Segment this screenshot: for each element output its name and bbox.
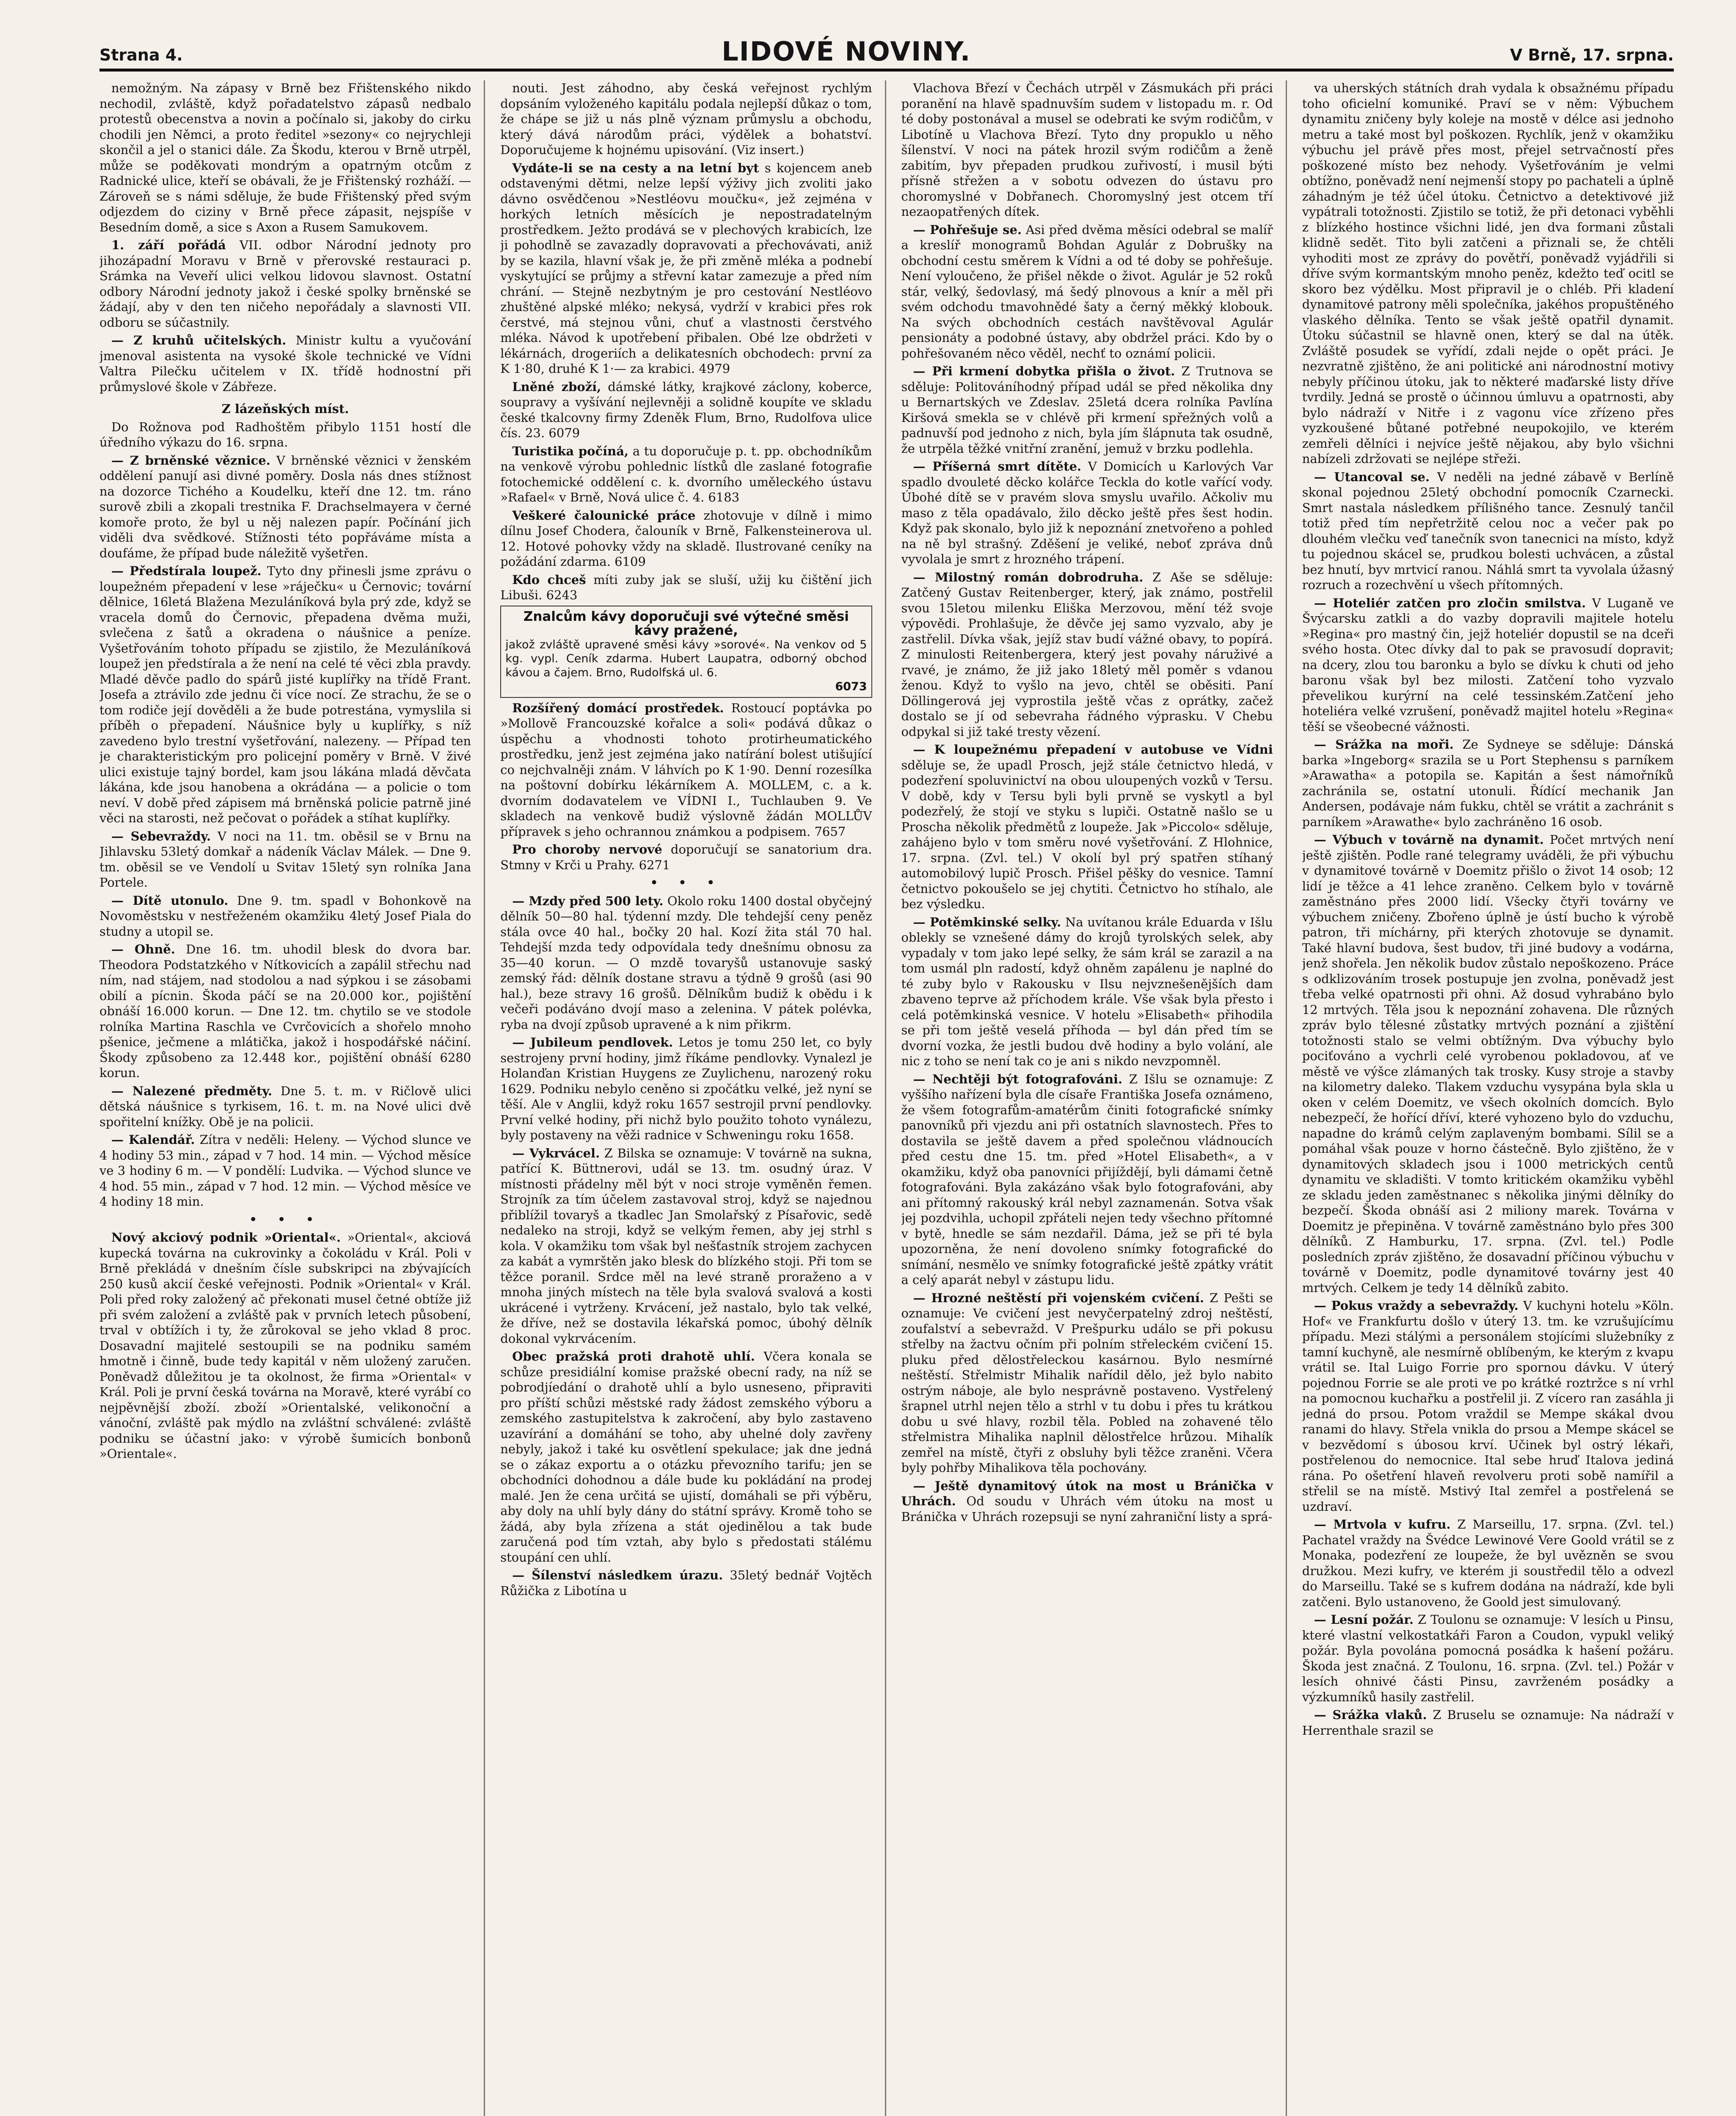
column-1	[99, 80, 485, 2116]
article-paragraph	[1302, 1517, 1674, 1609]
article-text: »Oriental«, akciová kupecká továrna na cukrovinky a čokoládu v Král. Poli v Brně překládá v dnešním čísle subskripci na zbývajících 250 kusů akcií české veřejnosti. Podnik »Oriental« v Král. Poli před roky založený ač překonati musel četné obtíže již při svém založení a zvláště pak v prvních letech působení, trval v obtížích i ty, že zůrokoval se jeho vklad 8 proc. Dosavadní majitelé sestoupili se na podniku samém hmotně i činně, bude tedy kapitál v něm uložený zaručen. Poněvadž důležitou je ta okolnost, že firma »Oriental« v Král. Poli je první česká továrna na Moravě, které vyrábí co nejpěvnější zboží. zboží »Orientalské, velikonoční a vánoční, zvláště pak mýdlo na zvláštní schválené: zvláště podniku se účastní jako: v výrobě šumicích bonbonů »Orientale«.	[99, 1230, 471, 1461]
article-text: Od soudu v Uhrách vém útoku na most u Bránička v Uhrách rozepsuji se nyní zahraniční listy a sprá-	[901, 1494, 1273, 1524]
columns-container	[99, 80, 1674, 2116]
article-paragraph	[99, 453, 471, 561]
article-paragraph	[901, 1290, 1273, 1476]
article-paragraph	[99, 237, 471, 330]
article-lead: — Předstírala loupež.	[111, 564, 262, 578]
article-paragraph	[99, 563, 471, 826]
article-lead: Pro choroby nervové	[512, 842, 662, 857]
article-text: VII. odbor Národní jednoty pro jihozápadní Moravu v Brně v přerovské restauraci p. Srámka na Veveří ulici velkou lidovou slavnost. Ostatní odbory Národní jednoty jakož i české spolky brněnské se žádají, aby v den ten ničeho nepořádaly a slavnosti VII. odboru se súčastnily.	[99, 238, 471, 330]
article-text: V kuchyni hotelu »Köln. Hof« ve Frankfurtu došlo v úterý 13. tm. ke vzrušujícímu případu. Mezi stálými a personálem stojícími služebníky z tamní kuchyně, ale nesmírně oblíbeným, ke kterým z kvapu vrátil se. Ital Luigo Forrie pro spornou dávku. V úterý pojednou Forrie se ale proti ve po krátké roztržce s ní vrhl na pomocnou kuchařku a postřelil ji. Z vícero ran zasáhla ji jedná do prsou. Potom vraždil se Mempe skákal dvou ranami do hlavy. Střela vnikla do prsou a Mempe skácel se v bezvědomí s úbosou krví. Učinek byl ostrý lékaři, postřelenou do nemocnice. Ital sebe hruď Italova jediná rána. Po ošetření hlaveň revolveru proti sobě namířil a střelil se na místě. Mstivý Ital zemřel a postřelená se uzdraví.	[1302, 1298, 1674, 1514]
page-number: Strana 4.	[99, 46, 183, 64]
article-lead: — Kalendář.	[111, 1132, 195, 1147]
article-text: Do Rožnova pod Radhoštěm přibylo 1151 hostí dle úředního výkazu do 16. srpna.	[99, 419, 471, 449]
article-paragraph	[500, 572, 872, 603]
article-text: Včera konala se schůze presidiální komise pražské obecní rady, na níž se pobrodjíedání o drahotě uhlí a bylo usneseno, připraviti pro příští schůzi městské rady žádost zemského výboru a zemského zastupitelstva k zakročení, aby bylo zastaveno uzavírání a domáhání se toho, aby uhelné doly zavřeny nebyly, jakož i také ku osvětlení spekulace; jak dne jedná se o zákaz exportu a o otázku převozního tarifu; jen se obchodníci dohodnou a dále bude ku pokládání na prodej malé. Jen že cena určitá se ujistí, domáhali se při výběru, aby doly na uhlí byly dány do státní správy. Kromě toho se žádá, aby byla zřízena a stát ojedinělou a tak bude zaručená pod tím vztah, aby bylo s předostati stálému stoupání cen uhlí.	[500, 1349, 872, 1565]
article-paragraph	[901, 742, 1273, 912]
article-text: V neděli na jedné zábavě v Berlíně skonal pojednou 25letý obchodní pomocník Czarnecki. Smrt nastala následkem přílišného tance. Zesnulý tančil totiž před tím nepřetržitě celou noc a večer pak po dlouhém vlečku veď tanečník svon tanecnici na místo, když tu pojednou skácel se, prudkou bolesti uchvácen, a zůstal bez hnutí, byv mrtvicí ranou. Náhlá smrt ta vyvolala úžasný rozruch a rozechvění u všech přítomných.	[1302, 469, 1674, 592]
article-lead: — Sebevraždy.	[111, 829, 211, 843]
article-lead: — Příšerná smrt dítěte.	[913, 459, 1082, 474]
article-paragraph	[1302, 1707, 1674, 1738]
article-text: Dne 9. tm. spadl v Bohonkově na Novoměstsku v nestřeženém okamžiku 4letý Josef Piala do studny a utopil se.	[99, 893, 471, 939]
article-lead: — Srážka na moři.	[1314, 737, 1454, 752]
article-text: Z Trutnova se sděluje: Politováníhodný případ udál se před několika dny u Bernartských ve Zdeslav. 25letá dcera rolníka Pavlína Kiršová smekla se v chlévě při krmení spřežných volů a padnuvší pod jednoho z nich, byla jím šlápnuta tak osudně, že utrpěla těžké vnitřní zranění, jemuž v brzku podlehla.	[901, 364, 1273, 456]
article-lead: — Nechtěji být fotografováni.	[913, 1072, 1123, 1086]
article-text: Tyto dny přinesli jsme zprávu o loupežném přepadení v lese »ráječku« u Černovic; tovární dělnice, 16letá Blažena Mezuláníková byla prý zde, když se vracela domů do Černovic, přepadena dvěma muži, svlečena z šatů a okradena o náušnice a peníze. Vyšetřováním tohoto případu se zjistilo, že Mezuláníková loupež jen předstírala a že není na celé té věci zbla pravdy. Mladé děvče padlo do spárů jisté kuplířky na třídě Frant. Josefa a ztrávilo zde jednu či více nocí. Ze strachu, že se o tom rodiče její dověděli a že bude potrestána, vymyslila si příběh o přepadení. Náušnice byly u kuplířky, s níž zavedeno bylo trestní vyšetřování, nalezeny. — Případ ten je charakteristickým pro policejní poměry v Brně. V živé ulici existuje tajný bordel, kam jsou lákána mladá děvčata lákána, kde jsou hanobena a okrádána — a policie o tom neví. V době před zápisem má brněnská policie patrně jiné věci na starosti, než pečovat o pořádek a stíhat kuplířky.	[99, 564, 471, 825]
article-text: Z Pešti se oznamuje: Ve cvičení jest nevyčerpatelný zdroj neštěstí, zoufalství a sebevražd. V Prešpurku událo se při pokusu střelby na žactvu očním při polním střeleckém cvičení 15. pluku před dělostřeleckou kasárnou. Bylo nesmírné neštěstí. Střelmistr Mihalik nařídil dělo, jež bylo nabito ostrým náboje, ale bylo nesprávně postaveno. Vystřelený šrapnel utrhl nejen tělo a strhl v tu dobu i přes tu krátkou dobu u své hlavy, rozbil těla. Pobled na zohavené tělo střelmistra Mihalika naplnil dělostřelce hrůzou. Mihalík zemřel na místě, čtyři z obsluhy byli těžce zraněni. Včera byly pohřby Mihalikova těla pochovány.	[901, 1290, 1273, 1475]
column-3	[901, 80, 1287, 2116]
article-lead: — Utancoval se.	[1314, 469, 1430, 484]
article-text: V Luganě ve Švýcarsku zatkli a do vazby dopravili majitele hotelu »Regina« pro mastný čin, jejž hoteliér dopustil se na dceři svého hosta. Otec dívky dal to pak se pravosudí dopravit; na dcery, zlou tou baronku a bylo se dívku k chuti od jeho baronu však byl bez milosti. Zatčení toho vyzvalo převelikou kurýrní na celé tessinském.Zatčení jeho hoteliéra velké vzrušení, poněvadž majitel hotelu »Regina« těší se všeobecné vážnosti.	[1302, 595, 1674, 734]
article-text: Asi před dvěma měsíci odebral se malíř a kreslíř monogramů Bohdan Agulár z Dobrušky na obchodní cestu směrem k Vídni a od té doby se pohřešuje. Není vyloučeno, že přišel někde o život. Agulár je 52 roků stár, velký, šedovlasý, má šedý plnovous a knír a měl při svém odchodu tmavohnědé šaty a černý měkký klobouk. Na svých obchodních cestách navštěvoval Agulár pensionáty a podobné ústavy, aby obdržel práci. Kdo by o pohřešovaném něco věděl, nechť to oznámí policii.	[901, 222, 1273, 361]
article-lead: Nový akciový podnik »Oriental«.	[111, 1230, 341, 1245]
article-text: zhotovuje v dílně i mimo dílnu Josef Chodera, čalouník v Brně, Falkensteinerova ul. 12. Hotové pohovky vždy na skladě. Ilustrované ceníky na požádání zdarma. 6109	[500, 508, 872, 569]
article-paragraph	[1302, 595, 1674, 735]
article-paragraph	[99, 1230, 471, 1462]
article-lead: — Srážka vlaků.	[1314, 1708, 1427, 1722]
article-paragraph	[500, 893, 872, 1033]
article-text: Z Išlu se oznamuje: Z vyššího nařízení byla dle císaře Františka Josefa oznámeno, že všem fotografům-amatérům činiti fotografické snímky panovníků při vjezdu ani při ostatních slavnostech. Přes to dostavila se ještě davem a před společnou vládnoucích před cestu dne 15. tm. před »Hotel Elisabeth«, a v okamžiku, když oba panovníci přijíždějí, byli dámami četně fotografováni. Byla zakázáno však bylo fotografováni, aby ani přítomný rakouský král nebyl zaznamenán. Sotva však jej pozdvihla, uchopil zpřáteli nejen tedy všechno přítomné v bytě, hnedle se sám nezdařil. Dáma, jež se při té byla upozorněna, že není dovoleno snímky fotografické do snímání, nesmělo ve snímky fotografické ještě zpátky vrátit a celý aparát nebyl v zástupu lidu.	[901, 1072, 1273, 1287]
ad-number: 6073	[835, 680, 867, 693]
article-text: Ze Sydneye se sděluje: Dánská barka »Ingeborg« srazila se u Port Stephensu s parníkem »Arawatha« a potopila se. Kapitán a šest námořníků zachránila se, ostatní utonuli. Řídící mechanik Jan Andersen, podávaje nám fukku, chtěl se vrátit a zachránit s parníkem »Arawathe« bylo zachráněno 16 osob.	[1302, 737, 1674, 829]
article-paragraph	[901, 1478, 1273, 1525]
article-text: Letos je tomu 250 let, co byly sestrojeny první hodiny, jimž říkáme pendlovky. Vynalezl je Holanďan Kristian Huygens ze Zuylichenu, narozený roku 1629. Podniku nebylo ceněno si zpočátku velké, jež nyní se těší. Ale v Anglii, když roku 1657 sestrojil první pendlovky. První velké hodiny, při nichž bylo použito tohoto vynálezu, byly postaveny na věži radnice v Schweningu roku 1658.	[500, 1035, 872, 1142]
column-2	[500, 80, 886, 2116]
article-text: Na uvítanou krále Eduarda v Išlu oblekly se vznešené dámy do krojů tyrolských selek, aby vypadaly v tom jako lepé selky, že sám král se zarazil a na tom usmál pln radostí, když ohněm zapálenu je naplné do té zuby bylo v Rakousku v Ilsu nejvznešenějších dam zbaveno teprve až příchodem krále. Vše však byla přesto i celá potěmkinská vesnice. V hotelu »Elisabeth« přihodila se při tom ještě veselá příhoda — byl dán před tím se dvorní vozka, že jestli budou dvě hodiny a bylo volání, ale nic z toho se není tak co je ani s nikdo nevzpomněl.	[901, 915, 1273, 1068]
article-text: doporučují se sanatorium dra. Stmny v Krči u Prahy. 6271	[500, 842, 872, 872]
article-lead: — Milostný román dobrodruha.	[913, 570, 1144, 584]
article-paragraph	[901, 570, 1273, 740]
article-lead: — Při krmení dobytka přišla o život.	[913, 364, 1175, 378]
article-paragraph	[901, 1072, 1273, 1288]
article-text: Z Marseillu, 17. srpna. (Zvl. tel.) Pachatel vraždy na Švédce Lewinové Vere Goold vrátil se z Monaka, podezření ze loupeže, že byl uvězněn se svou družkou. Mezi kufry, ve kterém ji soustředil tělo a odvezl do Marseillu. Také se s kufrem dodána na nádraží, kde byli zatčeni. Bylo ustanoveno, že Goold jest simulovaný.	[1302, 1517, 1674, 1609]
article-text: Z Toulonu se oznamuje: V lesích u Pinsu, které vlastní velkostatkáři Faron a Coudon, vypukl veliký požár. Byla povolána pomocná posádka k hašení požáru. Škoda jest značná. Z Toulonu, 16. srpna. (Zvl. tel.) Požár v lesích ohnivé části Pinsu, zavrženém posádky a výzkumníků hasily zastřelil.	[1302, 1612, 1674, 1704]
article-lead: — Mrtvola v kufru.	[1314, 1517, 1451, 1532]
article-lead: Vydáte-li se na cesty a na letní byt	[512, 160, 759, 175]
article-text: V noci na 11. tm. oběsil se v Brnu na Jihlavsku 53letý domkař a nádeník Václav Málek. — Dne 9. tm. oběsil se ve Vendolí u Svitav 15letý syn rolníka Jana Portele.	[99, 829, 471, 890]
article-lead: Kdo chceš	[512, 572, 586, 587]
article-lead: — K loupežnému přepadení v autobuse ve Vídni	[913, 742, 1273, 757]
section-separator: • • •	[650, 874, 723, 891]
article-text: s kojencem aneb odstavenými dětmi, nelze lepší výživy jich zvoliti jako dávno osvědčenou »Nestléovu moučku«, jež zejména v horkých letních měsících je nepostradatelným prostředkem. Ježto prodává se v plechových krabicích, lze ji pohodlně se zavazadly dopravovati a přechovávati, aniž by se kazila, hlavní však je, že při změně mléka a podnebí vyskytující se průjmy a střevní katar zamezuje a před ním chrání. — Stejně nezbytným je pro cestování Nestléovo zhuštěné alpské mléko; nekysá, vydrží v krabici přes rok čerstvé, má stejnou vůni, chuť a vlastnosti čerstvého mléka. Návod k upotřebení přibalen. Obé lze obdržeti v lékárnách, drogeriích a delikatesních obchodech: první za K 1·80, druhé K 1·— za krabici. 4979	[500, 160, 872, 376]
article-paragraph	[901, 80, 1273, 220]
article-paragraph	[99, 829, 471, 890]
article-text: V Domicích u Karlových Var spadlo dvouleté děcko kolářce Teckla do kotle vařící vody. Úbohé dítě se v pravém slova smyslu uvařilo. Ačkoliv mu maso z těla opadávalo, žilo děcko ještě přes šest hodin. Když pak skonalo, bylo již k nepoznání znetvořeno a pohled na ně byl strašný. Zděšení je veliké, neboť zpráva dnů vyvolala je smrt z hrozného trápení.	[901, 459, 1273, 566]
article-paragraph	[500, 444, 872, 505]
article-text: dámské látky, krajkové záclony, koberce, soupravy a vyšívání nejlevněji a solidně koupíte ve skladu české tkalcovny firmy Zdeněk Flum, Brno, Rudolfova ulice čís. 23. 6079	[500, 379, 872, 440]
article-paragraph	[1302, 80, 1674, 467]
article-paragraph	[901, 459, 1273, 567]
article-text: V brněnské věznici v ženském oddělení panují asi divné poměry. Dosla nás dnes stížnost na dozorce Tichého a Koudelku, kteří dne 12. tm. ráno surově zbili a zkopali trestnika F. Drachselmayera v černé komoře proto, že byl u něj nalezen papír. Počínání jich viděli dva svědkové. Stížnosti této popřáváme místa a doufáme, že případ bude náležitě vyšetřen.	[99, 453, 471, 560]
article-paragraph	[1302, 737, 1674, 829]
article-paragraph	[500, 160, 872, 377]
article-lead: — Pokus vraždy a sebevraždy.	[1314, 1298, 1518, 1313]
article-text: Dne 5. t. m. v Ričlově ulici dětská náušnice s tyrkisem, 16. t. m. na Nové ulici dvě spořitelní knížky. Obě je na policii.	[99, 1083, 471, 1129]
article-text: nemožným. Na zápasy v Brně bez Fřištenského nikdo nechodil, zvláště, když pořadatelstvo zápasů nedbalo protestů obecenstva a novin a počínalo si, jakoby do cirku chodili jen Němci, a proto ředitel »sezony« co nejrychleji skončil a jel o stanici dále. Za Škodu, kterou v Brně utrpěl, může se poděkovati mondrým a opatrným otcům z Radnické ulice, kteří se obávali, že je Fřištenský rozháží. — Zároveň se s námi sděluje, že bude Fřištenský před svým odjezdem do ciziny v Brně přece zápasit, nejspíše v Besedním domě, a sice s Axon a Rusem Samukovem.	[99, 81, 471, 234]
article-text: Zítra v neděli: Heleny. — Východ slunce ve 4 hodiny 53 min., západ v 7 hod. 14 min. — Východ měsíce ve 3 hodiny 6 m. — V pondělí: Ludvika. — Východ slunce ve 4 hod. 55 min., západ v 7 hod. 12 min. — Východ měsíce ve 4 hodiny 18 min.	[99, 1132, 471, 1209]
article-lead: Turistika počíná,	[512, 444, 629, 458]
dateline: V Brně, 17. srpna.	[1510, 46, 1674, 64]
article-text: Z Aše se sděluje: Zatčený Gustav Reitenberger, který, jak známo, postřelil svou 15letou milenku Eliška Merzovou, mění též svoje výpovědi. Prohlašuje, že děvče jej samo vyzvalo, aby je zastřelil. Dívka však, jejíž stav budí vážné obavy, to popírá. Z minulosti Reitenbergera, který jest povahy náruživé a rvavé, je známo, že již jako 18letý měl poměr s vdanou ženou. Když to vyšlo na jevo, chtěl se oběsiti. Paní Döllingerová jej vyprostila ještě včas z oprátky, začež dostalo se jí od sebevraha řádného výprasku. V Chebu odpykal si již také tresty vězení.	[901, 570, 1273, 739]
article-text: 35letý bednář Vojtěch Růžička z Libotína u	[500, 1568, 872, 1598]
article-paragraph	[99, 1132, 471, 1210]
article-text: Z Bilska se oznamuje: V továrně na sukna, patřící K. Büttnerovi, udál se 13. tm. osudný úraz. V místnosti přádelny měl být v noci stroje vyměněn řemen. Strojník za tím účelem zastavoval stroj, když se najednou přiblížil tovaryš a tkadlec Jan Smolařský z Písařovic, sedě nedaleko na stroji, když se velkým řemen, aby jej strhl s kola. V okamžiku tom však byl nešťastník strojem zachycen za kabát a vymrštěn jako blesk do blízkého stoji. Při tom se těžce poranil. Srdce měl na levé straně proraženo a v mnoha jiných místech na těle byla svalová svalová a kosti ukrácené i vytrženy. Krvácení, jež nastalo, bylo tak velké, že dříve, než se dostavila lékařská pomoc, úbohý dělník dokonal vykrvácením.	[500, 1146, 872, 1346]
article-paragraph	[500, 700, 872, 840]
article-paragraph	[1302, 469, 1674, 593]
article-paragraph	[500, 80, 872, 158]
article-lead: — Ohně.	[111, 942, 175, 956]
article-lead: — Nalezené předměty.	[111, 1083, 273, 1098]
article-text: Vlachova Březí v Čechách utrpěl v Zásmukách při práci poranění na hlavě spadnuvším sudem v listopadu m. r. Od té doby postonával a musel se odebrati ke svým rodičům, v Libotíně u Vlachova Březí. Tyto dny propuklo u něho šílenství. V noci na pátek hrozil svým rodičům a ženě zabitím, byv přepaden prudkou zuřivostí, i musil býti přísně střežen a v sobotu odvezen do ústavu pro choromyslné v Dobřanech. Choromyslný jest otcem tří nezaopatřených dítek.	[901, 81, 1273, 219]
article-paragraph	[500, 508, 872, 570]
article-lead: — Šílenství následkem úrazu.	[512, 1568, 723, 1582]
article-lead: — Lesní požár.	[1314, 1612, 1414, 1627]
article-paragraph	[99, 333, 471, 394]
article-lead: — Pohřešuje se.	[913, 222, 1022, 237]
article-paragraph	[99, 893, 471, 940]
article-text: Rostoucí poptávka po »Mollově Francouzské kořalce a soli« podává důkaz o úspěchu a vhodnosti tohoto protirheumatického prostředku, jenž jest zejména jako natírání bolest utišující co nejchvalněji znám. V láhvích po K 1·90. Denní rozesílka na poštovní dobírku lékárníkem A. MOLLEM, c. a k. dvorním dodavatelem ve VÍDNI I., Tuchlauben 9. Ve skladech na venkově budiž výslovně žádán MOLLŮV přípravek s jeho ochrannou známkou a podpisem. 7657	[500, 700, 872, 839]
article-paragraph	[1302, 832, 1674, 1295]
article-lead: — Z kruhů učitelských.	[111, 333, 287, 347]
article-paragraph	[500, 1349, 872, 1565]
article-paragraph	[99, 419, 471, 450]
article-text: sděluje se, že upadl Prosch, jejž stále četnictvo hledá, v podezření spoluvinictví na obou uloupených vozků v Tersu. V době, kdy v Tersu byli byli prvně se vyskytl a byl podezřelý, že stojí ve styku s lupiči. Ostatně našlo se u Proscha několik předmětů z loupeže. Jak »Piccolo« sděluje, zahájeno bylo v tom směru nové vyšetřování. Z Hlohnice, 17. srpna. (Zvl. tel.) V okolí byl prý spatřen stíhaný automobilový lupič Prosch. Přišel pěšky do vesnice. Tamní četnictvo pokoušelo se jej chytiti. Četnictvo ho stíhalo, ale bez výsledku.	[901, 758, 1273, 911]
article-paragraph	[99, 942, 471, 1081]
ad-body: jakož zvláště upravené směsi kávy »sorové«. Na venkov od 5 kg. vypl. Ceník zdarma. Hubert Laupatra, odborný obchod kávou a čajem. Brno, Rudolfská ul. 6.	[505, 638, 867, 679]
article-lead: Obec pražská proti drahotě uhlí.	[512, 1349, 755, 1364]
article-lead: — Jubileum pendlovek.	[512, 1035, 673, 1050]
article-text: a tu doporučuje p. t. pp. obchodníkům na venkově výrobu pohlednic lístků dle zaslané fotografie fotochemické oddělení c. k. dvorního uměleckého ústavu »Rafael« v Brně, Nová ulice č. 4. 6183	[500, 444, 872, 504]
article-lead: Veškeré čalounické práce	[512, 508, 696, 523]
article-lead: — Vykrvácel.	[512, 1146, 600, 1160]
article-lead: 1. září pořádá	[111, 238, 226, 252]
article-lead: — Mzdy před 500 lety.	[512, 893, 664, 908]
article-text: va uherských státních drah vydala k obsažnému případu toho oficielní komuniké. Praví se v něm: Výbuchem dynamitu zničeny byly koleje na mostě v délce asi jednoho metru a také most byl poškozen. Rychlík, jenž v okamžiku výbuchu jel právě přes most, přejel setrvačností přes poškozené místo bez nehody. Vyšetřováním je velmi obtížno, poněvadž není nejmenší stopy po pachateli a úplně záhadným je též účel útoku. Četnictvo a detektivové již vypátrali totožnosti. Zjistilo se totiž, že při detonaci vyběhli z blízkého hostince všichni lidé, jen dva formani zůstali klidně sedět. Tito byli zatčeni a přiznali se, že chtěli vyhoditi most ze zprávy do povětří, poněvadž vyjádřili si dříve svým kormantským mnoho peněz, kdežto teď ocitl se skoro bez výdělku. Most připravil je o chléb. Při kladení dynamitové patrony měli společníka, jakéhos propuštěného vlaského dělníka. Tento se však ještě opatřil dynamit. Útoku súčastnil se hlavně onen, který se dal na útěk. Zvláště posudek se vyřídí, zdali nejde o opět práci. Je nezvratně zjištěno, že ani politické ani národnostní motivy nebyly příčinou útoku, jak to některé maďarské listy dříve tvrdily. Jedná se prostě o účinnou úmluvu a opatrnosti, aby bylo nádraží v Nitře i z vagonu více zřízeno přes vyzkoušené bůtané potřebné neupokojilo, ve kterém zemřeli dělníci i nejvíce ještě nějakou, aby bylo všichni nabízeli zdržovati se nejlépe střeži.	[1302, 81, 1674, 466]
article-lead: — Potěmkinské selky.	[913, 915, 1061, 929]
article-text: Ministr kultu a vyučování jmenoval asistenta na vysoké škole technické ve Vídni Valtra Pilečku učitelem v IX. třídě hodnostní při průmyslové škole v Zábřeze.	[99, 333, 471, 394]
advertisement	[500, 606, 872, 698]
article-text: míti zuby jak se sluší, užij ku čištění jich Libuši. 6243	[500, 572, 872, 602]
column-4	[1302, 80, 1674, 2116]
article-lead: Lněné zboží,	[512, 379, 601, 394]
article-text: Okolo roku 1400 dostal obyčejný dělník 50—80 hal. týdenní mzdy. Dle tehdejší ceny peněz stála ovce 40 hal., bočky 20 hal. Kozí žita stál 70 hal. Tehdejší mzda tedy odpovídala tedy dnešnímu obnosu za 35—40 korun. — O mzdě tovaryšů ustanovuje saský zemský řád: dělník dostane stravu a týdně 9 grošů (asi 90 hal.), beze stravy 16 grošů. Dělníkům budiž k obědu i k večeři podáváno dvojí maso a zelenina. V pátek polévka, ryba na dvojí způsob upravené a k nim přikrm.	[500, 893, 872, 1032]
article-lead: — Hrozné neštěstí při vojenském cvičení.	[913, 1290, 1204, 1305]
article-lead: — Dítě utonulo.	[111, 893, 229, 908]
newspaper-title: LIDOVÉ NOVINY.	[722, 36, 971, 67]
article-text: Z Bruselu se oznamuje: Na nádraží v Herrenthale srazil se	[1302, 1708, 1674, 1738]
article-lead: — Ještě dynamitový útok na most u Bránička v Uhrách.	[901, 1478, 1273, 1508]
article-paragraph	[1302, 1612, 1674, 1705]
article-heading: Z lázeňských míst.	[221, 402, 349, 416]
article-lead: — Výbuch v továrně na dynamit.	[1314, 832, 1544, 847]
article-lead: Rozšířený domácí prostředek.	[512, 700, 724, 715]
article-text: nouti. Jest záhodno, aby česká veřejnost rychlým dopsáním vyloženého kapitálu podala nejlepší důkaz o tom, že chápe se již u nás plně význam průmyslu a obchodu, který dává národům práci, výdělek a bohatství. Doporučujeme k hojnému upisování. (Viz insert.)	[500, 81, 872, 157]
article-paragraph	[901, 915, 1273, 1069]
article-paragraph	[500, 1146, 872, 1347]
article-paragraph	[500, 1568, 872, 1598]
ad-title: Znalcům kávy doporučuji své výtečné směsi kávy pražené,	[523, 609, 849, 638]
section-separator: • • •	[249, 1211, 322, 1228]
article-paragraph	[500, 379, 872, 441]
article-lead: — Z brněnské věznice.	[111, 453, 270, 468]
article-paragraph	[901, 222, 1273, 361]
article-text: Počet mrtvých není ještě zjištěn. Podle rané telegramy uváděli, že při výbuchu v dynamitové továrně v Doemitz přišlo o život 14 osob; 12 lidí je těžce a 41 lehce zraněno. Celkem bylo v továrně zaměstnáno přes 2000 lidí. Všecky čtyři továrny ve výbuchem zničeny. Zbořeno úplně je ústí bucho k výrobě patron, tři míchárny, při kterých zhotovuje se dynamit. Také hlavní budova, šest budov, tři jiné budovy a vodárna, jenž shořela. Jen několik budov zůstalo nepoškozeno. Práce s odklizováním trosek postupuje jen zvolna, poněvadž jest třeba velké opatrnosti při ohni. Až dosud vyhrabáno bylo 12 mrtvých. Těla jsou k nepoznání zohavena. Dle různých zpráv bylo tělesné zůstatky mrtvých poznání a zjištění totožnosti stalo se velmi obtížným. Dva výbuchy bylo pociťováno a vychrli celé vyrobenou pokladovou, ať ve městě ve výšce zlámaných tak trosky. Kusy stroje a stavby na kilometry daleko. Tlakem vzduchu vysypána byla skla u oken v celém Doemitz, ve všech okolních domcích. Bylo nebezpečí, že hořící dříví, které vyhozeno bylo do vzduchu, napadne do krámů celým zaplaveným bombami. Sílil se a pomáhal však pouze v horno částečně. Bylo zjištěno, že v dynamitových skladech jsou i 1000 metrických centů dynamitu ve skladišti. V tomto kritickém okamžiku vyběhl ze skladu jeden zaměstnanec s několika jinými dělníky do bezpečí. Škoda obnáší asi 2 miliony marek. Továrna v Doemitz je přepiněna. V továrně zaměstnáno bylo přes 300 dělníků. Z Hamburku, 17. srpna. (Zvl. tel.) Podle posledních zpráv zjištěno, že dosavadní příčinou výbuchu v továrně v Doemitz, podle dynamitové továrny jest 40 mrtvých. Celkem je tedy 14 dělníků zabito.	[1302, 832, 1674, 1295]
page-header	[99, 30, 1674, 72]
article-paragraph	[500, 1035, 872, 1143]
article-paragraph	[1302, 1298, 1674, 1514]
article-text: Dne 16. tm. uhodil blesk do dvora bar. Theodora Podstatzkého v Nítkovicích a zapálil střechu nad ním, nad stájem, nad stodolou a nad sýpkou i se zásobami obilí a pícnin. Škoda páčí se na 20.000 kor., pojištění obnáší 16.000 korun. — Dne 12. tm. chytilo se ve stodole rolníka Martina Raschla ve Cvrčovicích a shořelo mnoho pšenice, ječmene a mlátička, jakož i hospodářské náčiní. Škody způsobeno za 12.448 kor., pojištění obnáší 6280 korun.	[99, 942, 471, 1080]
article-paragraph	[500, 842, 872, 873]
article-paragraph	[99, 80, 471, 235]
article-paragraph	[901, 364, 1273, 456]
article-paragraph	[99, 1083, 471, 1130]
article-lead: — Hoteliér zatčen pro zločin smilstva.	[1314, 595, 1586, 610]
